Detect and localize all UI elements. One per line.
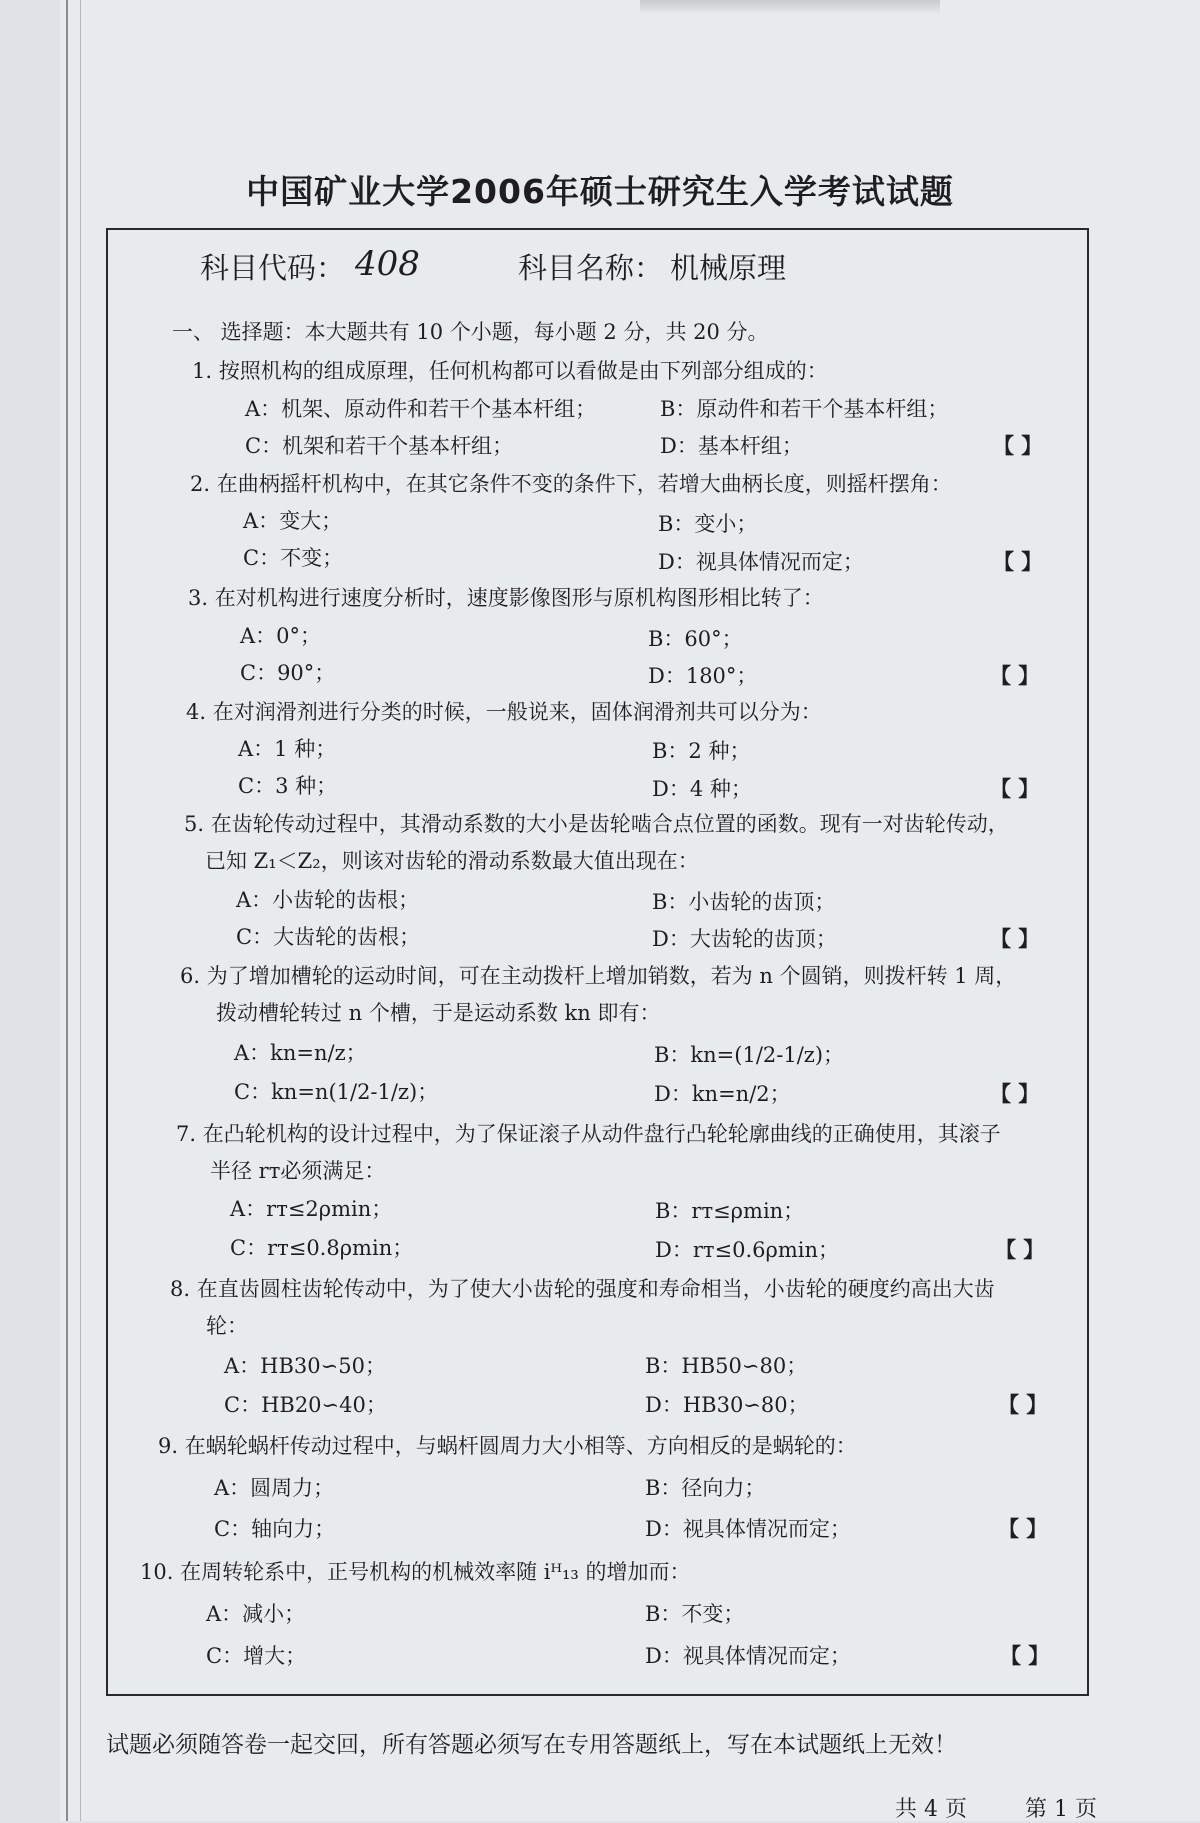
question-8-option-d: D：HB30∽80； <box>645 1393 809 1417</box>
question-9-option-c: C：轴向力； <box>214 1517 336 1541</box>
question-10-answer-bracket: 【 】 <box>1000 1643 1050 1668</box>
question-9-option-d: D：视具体情况而定； <box>645 1517 851 1541</box>
question-2-option-d: D：视具体情况而定； <box>658 550 864 574</box>
question-7-option-c: C：rᴛ≤0.8ρmin； <box>230 1236 414 1260</box>
question-9-answer-bracket: 【 】 <box>998 1516 1048 1541</box>
question-10-line-1: 10. 在周转轮系中，正号机构的机械效率随 iᴴ₁₃ 的增加而： <box>140 1560 691 1584</box>
subject-name-label: 科目名称： <box>518 251 664 285</box>
question-9-line-1: 9. 在蜗轮蜗杆传动过程中，与蜗杆圆周力大小相等、方向相反的是蜗轮的： <box>158 1434 857 1458</box>
question-6-option-a: A：kn=n/z； <box>234 1041 367 1065</box>
question-6-answer-bracket: 【 】 <box>990 1081 1040 1106</box>
subject-code-label: 科目代码： <box>200 251 346 285</box>
question-8-answer-bracket: 【 】 <box>998 1392 1048 1417</box>
question-6-option-d: D：kn=n/2； <box>654 1082 791 1106</box>
question-4-answer-bracket: 【 】 <box>990 776 1040 801</box>
submission-notice: 试题必须随答卷一起交回，所有答题必须写在专用答题纸上，写在本试题纸上无效！ <box>106 1732 957 1758</box>
question-10-option-a: A：减小； <box>206 1602 306 1626</box>
question-1-line-1: 1. 按照机构的组成原理，任何机构都可以看做是由下列部分组成的： <box>192 359 828 383</box>
question-6-line-1: 6. 为了增加槽轮的运动时间，可在主动拨杆上增加销数，若为 n 个圆销，则拨杆转 1 周， <box>180 964 1017 988</box>
question-1-option-d: D：基本杆组； <box>660 434 803 458</box>
page-number: 第 1 页 <box>1025 1797 1097 1822</box>
question-5-line-1: 5. 在齿轮传动过程中，其滑动系数的大小是齿轮啮合点位置的函数。现有一对齿轮传动， <box>184 812 1009 836</box>
question-5-option-d: D：大齿轮的齿顶； <box>652 927 837 951</box>
question-10-option-b: B：不变； <box>645 1602 745 1626</box>
question-5-line-2: 已知 Z₁＜Z₂，则该对齿轮的滑动系数最大值出现在： <box>205 849 699 873</box>
question-5-answer-bracket: 【 】 <box>990 926 1040 951</box>
subject-code-value: 408 <box>355 244 420 284</box>
question-5-option-b: B：小齿轮的齿顶； <box>652 890 836 914</box>
question-4-option-d: D：4 种； <box>652 777 752 801</box>
exam-title: 中国矿业大学2006年硕士研究生入学考试试题 <box>246 172 954 211</box>
question-1-answer-bracket: 【 】 <box>993 433 1043 458</box>
question-10-option-d: D：视具体情况而定； <box>645 1644 851 1668</box>
question-7-option-b: B：rᴛ≤ρmin； <box>655 1199 805 1223</box>
total-pages: 共 4 页 <box>895 1797 967 1822</box>
question-5-option-c: C：大齿轮的齿根； <box>236 925 421 949</box>
question-9-option-a: A：圆周力； <box>214 1476 335 1500</box>
question-3-line-1: 3. 在对机构进行速度分析时，速度影像图形与原机构图形相比转了： <box>188 586 824 610</box>
paper-edge-shadow <box>66 0 68 1821</box>
question-2-answer-bracket: 【 】 <box>993 549 1043 574</box>
question-3-option-b: B：60°； <box>648 627 743 651</box>
question-3-option-d: D：180°； <box>648 664 758 688</box>
question-7-line-2: 半径 rᴛ必须满足： <box>210 1159 386 1183</box>
question-7-option-d: D：rᴛ≤0.6ρmin； <box>655 1238 839 1262</box>
question-9-option-b: B：径向力； <box>645 1476 766 1500</box>
question-3-answer-bracket: 【 】 <box>990 663 1040 688</box>
question-8-line-1: 8. 在直齿圆柱齿轮传动中，为了使大小齿轮的强度和寿命相当，小齿轮的硬度约高出大齿 <box>170 1277 995 1301</box>
question-4-option-c: C：3 种； <box>238 774 338 798</box>
question-8-option-b: B：HB50∽80； <box>645 1354 808 1378</box>
question-8-option-c: C：HB20∽40； <box>224 1393 387 1417</box>
question-1-option-c: C：机架和若干个基本杆组； <box>245 434 514 458</box>
question-8-option-a: A：HB30∽50； <box>224 1354 386 1378</box>
subject-name-value: 机械原理 <box>670 251 787 285</box>
question-3-option-a: A：0°； <box>240 624 322 648</box>
section-heading: 一、 选择题：本大题共有 10 个小题，每小题 2 分，共 20 分。 <box>172 320 769 344</box>
question-6-line-2: 拨动槽轮转过 n 个槽，于是运动系数 kn 即有： <box>216 1001 661 1025</box>
question-1-option-b: B：原动件和若干个基本杆组； <box>660 397 949 421</box>
paper-edge-line <box>80 0 81 1821</box>
paper-top-strip <box>640 0 940 14</box>
question-6-option-b: B：kn=(1/2-1/z)； <box>654 1043 845 1067</box>
question-2-option-c: C：不变； <box>243 546 344 570</box>
question-5-option-a: A：小齿轮的齿根； <box>236 888 420 912</box>
question-2-line-1: 2. 在曲柄摇杆机构中，在其它条件不变的条件下，若增大曲柄长度，则摇杆摆角： <box>190 472 952 496</box>
question-2-option-b: B：变小； <box>658 512 758 536</box>
question-2-option-a: A：变大； <box>243 509 343 533</box>
question-4-option-a: A：1 种； <box>238 737 337 761</box>
question-6-option-c: C：kn=n(1/2-1/z)； <box>234 1080 439 1104</box>
question-7-answer-bracket: 【 】 <box>995 1237 1045 1262</box>
question-7-option-a: A：rᴛ≤2ρmin； <box>230 1197 393 1221</box>
question-4-option-b: B：2 种； <box>652 739 751 763</box>
question-4-line-1: 4. 在对润滑剂进行分类的时候，一般说来，固体润滑剂共可以分为： <box>186 700 822 724</box>
question-3-option-c: C：90°； <box>240 661 336 685</box>
question-10-option-c: C：增大； <box>206 1644 307 1668</box>
question-7-line-1: 7. 在凸轮机构的设计过程中，为了保证滚子从动件盘行凸轮轮廓曲线的正确使用，其滚子 <box>176 1122 1001 1146</box>
question-1-option-a: A：机架、原动件和若干个基本杆组； <box>245 397 597 421</box>
question-8-line-2: 轮： <box>206 1314 248 1338</box>
